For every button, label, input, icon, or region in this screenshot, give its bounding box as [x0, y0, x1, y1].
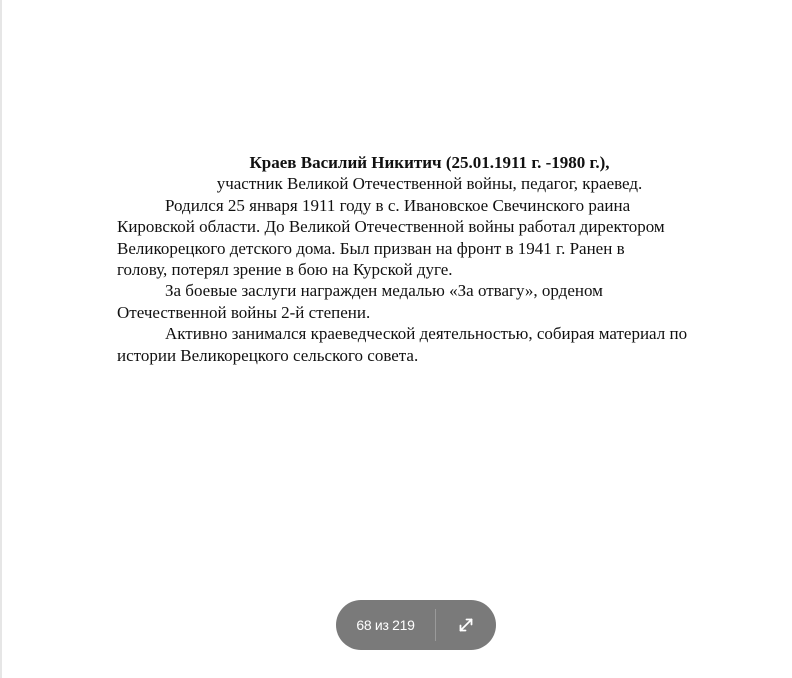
- paragraph-line: голову, потерял зрение в бою на Курской дуге.: [117, 260, 453, 280]
- paragraph-line: Великорецкого детского дома. Был призван на фронт в 1941 г. Ранен в: [117, 238, 625, 258]
- paragraph-local-history: [117, 323, 742, 366]
- paragraph-birth: [117, 195, 742, 281]
- expand-button[interactable]: [436, 600, 496, 650]
- paragraph-line: Активно занимался краеведческой деятельностью, собирая материал по: [165, 324, 688, 344]
- page-navigator: [336, 600, 496, 650]
- expand-icon: [458, 617, 474, 633]
- paragraph-line: За боевые заслуги награжден медалью «За отвагу», орденом: [165, 281, 603, 301]
- document-title: Краев Василий Никитич (25.01.1911 г. -1980 г.),: [249, 153, 610, 172]
- paragraph-line: Отечественной войны 2-й степени.: [117, 302, 371, 322]
- document-page: [117, 152, 742, 366]
- page-counter: 68 из 219: [356, 617, 415, 633]
- document-subtitle: участник Великой Отечественной войны, педагог, краевед.: [216, 174, 643, 194]
- paragraph-awards: [117, 280, 742, 323]
- paragraph-line: Родился 25 января 1911 году в с. Ивановское Свечинского раина: [165, 195, 631, 215]
- paragraph-line: истории Великорецкого сельского совета.: [117, 345, 419, 365]
- paragraph-line: Кировской области. До Великой Отечественной войны работал директором: [117, 217, 665, 237]
